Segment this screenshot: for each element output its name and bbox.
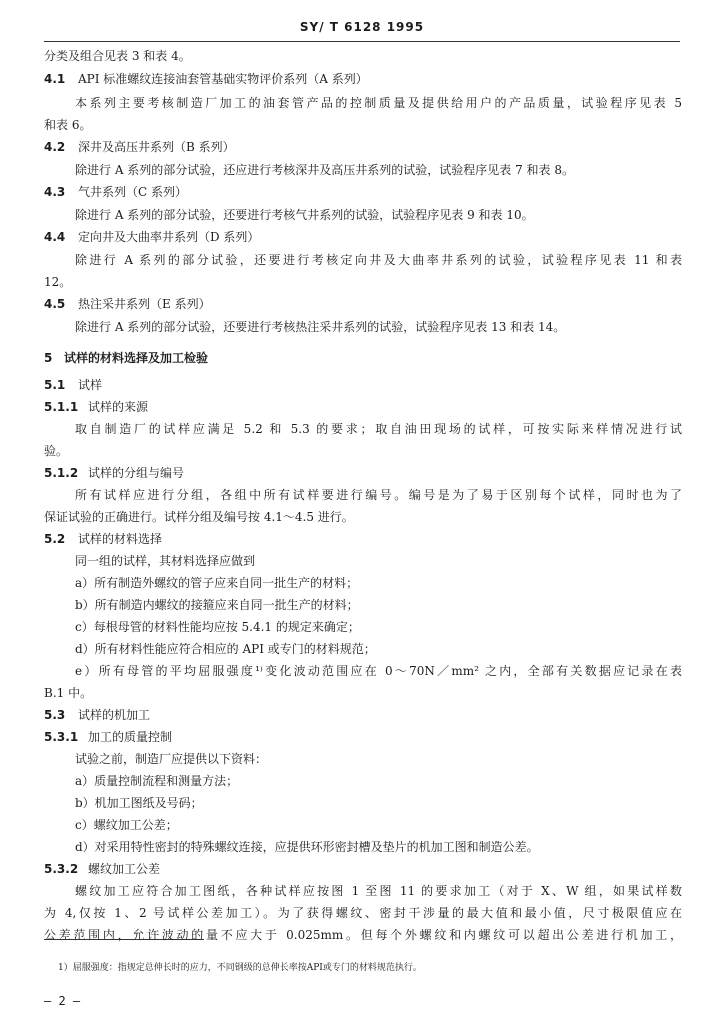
section-title: 定向井及大曲率井系列（D 系列） (78, 230, 260, 244)
paragraph-line: 试验之前，制造厂应提供以下资料： (75, 752, 268, 766)
intro-line: 分类及组合见表 3 和表 4。 (44, 49, 191, 63)
list-item: a）所有制造外螺纹的管子应来自同一批生产的材料； (75, 576, 359, 590)
section-title: 热注采井系列（E 系列） (78, 297, 211, 311)
section-title: 气井系列（C 系列） (78, 185, 187, 199)
paragraph-line: 取自制造厂的试样应满足 5.2 和 5.3 的要求；取自油田现场的试样，可按实际来样情况进行试 (75, 422, 682, 436)
section-title: 试样的材料选择及加工检验 (64, 351, 209, 365)
section-title: 试样 (78, 378, 103, 392)
paragraph-line: 除进行 A 系列的部分试验，还要进行考核气井系列的试验，试验程序见表 9 和表 10。 (75, 208, 534, 222)
section-5-heading (44, 350, 682, 366)
section-number: 4.1 (44, 72, 66, 86)
section-title: API 标准螺纹连接油套管基础实物评价系列（A 系列） (78, 72, 368, 86)
section-4-5-heading (44, 296, 682, 312)
section-4-3-heading (44, 184, 682, 200)
section-title: 螺纹加工公差 (88, 862, 161, 876)
section-5-1-1-heading (44, 399, 682, 415)
footnote-rule (44, 939, 204, 940)
section-number: 5.2 (44, 532, 66, 546)
section-5-3-2-heading (44, 861, 682, 877)
section-number: 5 (44, 351, 53, 365)
paragraph-line: 螺纹加工应符合加工图纸，各种试样应按图 1 至图 11 的要求加工（对于 X、W 组，如果试样数 (75, 884, 682, 898)
section-5-3-1-heading (44, 729, 682, 745)
section-number: 4.3 (44, 185, 66, 199)
section-number: 5.1.1 (44, 400, 79, 414)
paragraph-line: 同一组的试样，其材料选择应做到 (75, 554, 256, 568)
footnote: 1）屈服强度：指规定总伸长时的应力，不同钢级的总伸长率按API或专门的材料规范执行。 (58, 963, 422, 973)
section-number: 5.3 (44, 708, 66, 722)
list-item: c）每根母管的材料性能均应按 5.4.1 的规定来确定； (75, 620, 360, 634)
section-4-4-heading (44, 229, 682, 245)
section-number: 5.3.1 (44, 730, 79, 744)
section-title: 加工的质量控制 (88, 730, 173, 744)
page-header: SY/ T 6128 1995 (299, 20, 425, 34)
section-title: 试样的机加工 (78, 708, 151, 722)
list-item: e）所有母管的平均屈服强度¹⁾变化波动范围应在 0～70N／mm² 之内，全部有关数据应记录在表 (75, 664, 682, 678)
section-number: 4.4 (44, 230, 66, 244)
section-4-2-heading (44, 139, 682, 155)
paragraph-line: 为 4,仅按 1、2 号试样公差加工）。为了获得螺纹、密封干涉量的最大值和最小值，尺寸极限值应在 (44, 906, 682, 920)
paragraph-line: 除进行 A 系列的部分试验，还应进行考核深井及高压井系列的试验，试验程序见表 7 和表 8。 (75, 163, 575, 177)
section-4-1-heading (44, 71, 682, 87)
section-5-3-heading (44, 707, 682, 723)
section-title: 试样的材料选择 (78, 532, 163, 546)
paragraph-line: 12。 (44, 275, 72, 289)
list-item: d）所有材料性能应符合相应的 API 或专门的材料规范； (75, 642, 376, 656)
paragraph-line: 除进行 A 系列的部分试验，还要进行考核热注采井系列的试验，试验程序见表 13 和表 14。 (75, 320, 566, 334)
section-number: 5.1.2 (44, 466, 79, 480)
paragraph-line: 所有试样应进行分组，各组中所有试样要进行编号。编号是为了易于区别每个试样，同时也为了 (75, 488, 682, 502)
paragraph-line: 除进行 A 系列的部分试验，还要进行考核定向井及大曲率井系列的试验，试验程序见表 11 和表 (75, 253, 682, 267)
section-title: 深井及高压井系列（B 系列） (78, 140, 235, 154)
list-item-continuation: B.1 中。 (44, 686, 93, 700)
header-rule (44, 41, 680, 42)
section-number: 4.2 (44, 140, 66, 154)
list-item: a）质量控制流程和测量方法； (75, 774, 239, 788)
paragraph-line: 保证试验的正确进行。试样分组及编号按 4.1～4.5 进行。 (44, 510, 354, 524)
section-title: 试样的来源 (88, 400, 149, 414)
list-item: d）对采用特性密封的特殊螺纹连接，应提供环形密封槽及垫片的机加工图和制造公差。 (75, 840, 539, 854)
section-5-1-heading (44, 377, 682, 393)
list-item: b）所有制造内螺纹的接箍应来自同一批生产的材料； (75, 598, 359, 612)
section-title: 试样的分组与编号 (88, 466, 185, 480)
list-item: c）螺纹加工公差； (75, 818, 178, 832)
list-item: b）机加工图纸及号码； (75, 796, 203, 810)
paragraph-line: 本系列主要考核制造厂加工的油套管产品的控制质量及提供给用户的产品质量，试验程序见表 5 (75, 96, 682, 110)
paragraph-line: 验。 (44, 444, 69, 458)
section-5-1-2-heading (44, 465, 682, 481)
paragraph-line: 和表 6。 (44, 118, 92, 132)
page-number: — 2 — (44, 994, 81, 1008)
section-number: 5.3.2 (44, 862, 79, 876)
section-number: 4.5 (44, 297, 66, 311)
paragraph-line: 公差范围内，允许波动的量不应大于 0.025mm。但每个外螺纹和内螺纹可以超出公差进行机加工， (44, 928, 682, 942)
section-5-2-heading (44, 531, 682, 547)
section-number: 5.1 (44, 378, 66, 392)
